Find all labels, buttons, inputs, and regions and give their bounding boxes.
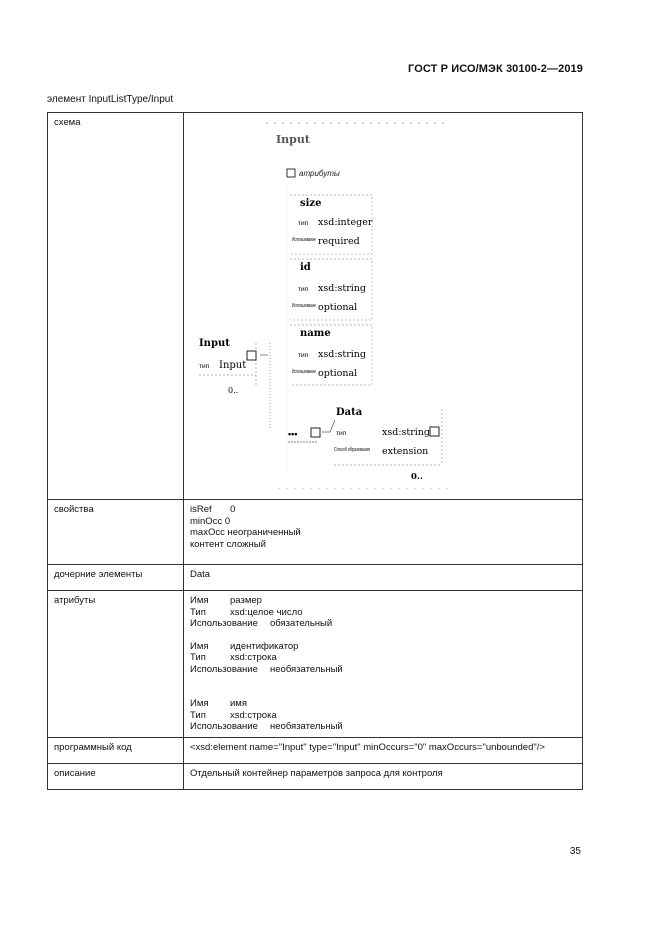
attr-name-value: идентификатор — [230, 640, 299, 652]
row-properties — [48, 500, 583, 565]
attr-use-key: Использование — [190, 721, 258, 732]
attr-use-key: Использование — [190, 663, 258, 675]
children-label: дочерние элементы — [48, 565, 184, 591]
attr-type-value: xsd:строка — [230, 652, 277, 663]
description-value: Отдельный контейнер параметров запроса для контроля — [184, 763, 583, 789]
page-number: 35 — [569, 846, 581, 857]
child-name: Data — [336, 407, 363, 418]
property-isref: isRef 0 — [190, 504, 236, 515]
schema-cell — [184, 113, 583, 500]
attribute-group-name — [190, 698, 576, 733]
attr-name-type-label: тип — [298, 352, 309, 359]
attr-id-use: optional — [318, 302, 358, 313]
code-label: программный код — [48, 737, 184, 763]
row-schema — [48, 113, 583, 500]
attr-id-name: id — [300, 262, 311, 273]
attr-name-use: optional — [318, 368, 358, 379]
child-type: xsd:string — [382, 427, 430, 438]
element-name: Input — [199, 338, 230, 349]
attr-use-key: Использование — [190, 618, 258, 629]
description-label: описание — [48, 763, 184, 789]
attr-name-key: Имя — [190, 698, 209, 709]
attr-use-value: обязательный — [270, 618, 333, 629]
element-spec-table — [47, 112, 583, 790]
attr-type-value: xsd:строка — [230, 709, 277, 721]
connector-sequence-child — [322, 420, 335, 432]
attr-name-type: xsd:string — [318, 349, 366, 360]
attributes-checkbox-icon — [287, 169, 295, 177]
attr-id-use-label: Использование — [292, 303, 317, 309]
sequence-icon: ••• — [288, 429, 298, 439]
attr-size-name: size — [300, 198, 322, 209]
element-type-value: Input — [219, 360, 247, 371]
children-value: Data — [184, 565, 583, 591]
sequence-box-icon — [311, 428, 320, 437]
properties-cell — [184, 500, 583, 565]
schema-svg — [190, 117, 576, 489]
schema-diagram — [190, 117, 576, 489]
child-expand-icon — [430, 427, 439, 436]
attr-type-value: xsd:целое число — [230, 606, 303, 618]
property-content: контент сложный — [190, 538, 266, 550]
inner-title: Input — [276, 133, 310, 146]
attr-size-type: xsd:integer — [318, 217, 373, 228]
attr-use-value: необязательный — [270, 721, 343, 732]
properties-label: свойства — [48, 500, 184, 565]
attributes-cell — [184, 591, 583, 738]
attr-size-use: required — [318, 236, 360, 247]
element-expand-icon — [247, 351, 256, 360]
child-occurs: 0.. — [411, 472, 423, 482]
element-caption: элемент InputListType/Input — [47, 94, 174, 105]
element-occurs: 0.. — [228, 386, 239, 395]
row-code — [48, 737, 583, 763]
row-children — [48, 565, 583, 591]
property-maxocc: maxOcc неограниченный — [190, 527, 301, 538]
row-description — [48, 763, 583, 789]
attr-id-type-label: тип — [298, 286, 309, 293]
child-derivation-label: Способ образования — [334, 447, 371, 453]
attr-name-value: размер — [230, 595, 262, 606]
attributes-label: атрибуты — [299, 169, 340, 178]
attribute-group-size — [190, 595, 576, 630]
attr-size-type-label: тип — [298, 220, 309, 227]
schema-label: схема — [48, 113, 184, 500]
attribute-group-id — [190, 641, 576, 676]
attr-name-name: name — [300, 328, 331, 339]
attr-name-value: имя — [230, 698, 247, 709]
attr-type-key: Тип — [190, 652, 206, 663]
child-derivation: extension — [382, 446, 429, 457]
attributes-row-label: атрибуты — [48, 591, 184, 738]
attr-type-key: Тип — [190, 709, 206, 721]
element-type-label: тип — [199, 363, 210, 370]
row-attributes — [48, 591, 583, 738]
attr-id-type: xsd:string — [318, 283, 366, 294]
attr-name-key: Имя — [190, 640, 209, 652]
attr-size-use-label: Использование — [292, 237, 317, 243]
code-value: <xsd:element name="Input" type="Input" minOccurs="0" maxOccurs="unbounded"/> — [184, 737, 583, 763]
child-type-label: тип — [336, 430, 347, 437]
standard-number: ГОСТ Р ИСО/МЭК 30100-2—2019 — [408, 63, 583, 75]
attr-name-use-label: Использование — [292, 369, 317, 375]
attr-name-key: Имя — [190, 595, 209, 606]
attr-type-key: Тип — [190, 606, 206, 618]
property-minocc: minOcc 0 — [190, 515, 231, 527]
attr-use-value: необязательный — [270, 663, 343, 675]
